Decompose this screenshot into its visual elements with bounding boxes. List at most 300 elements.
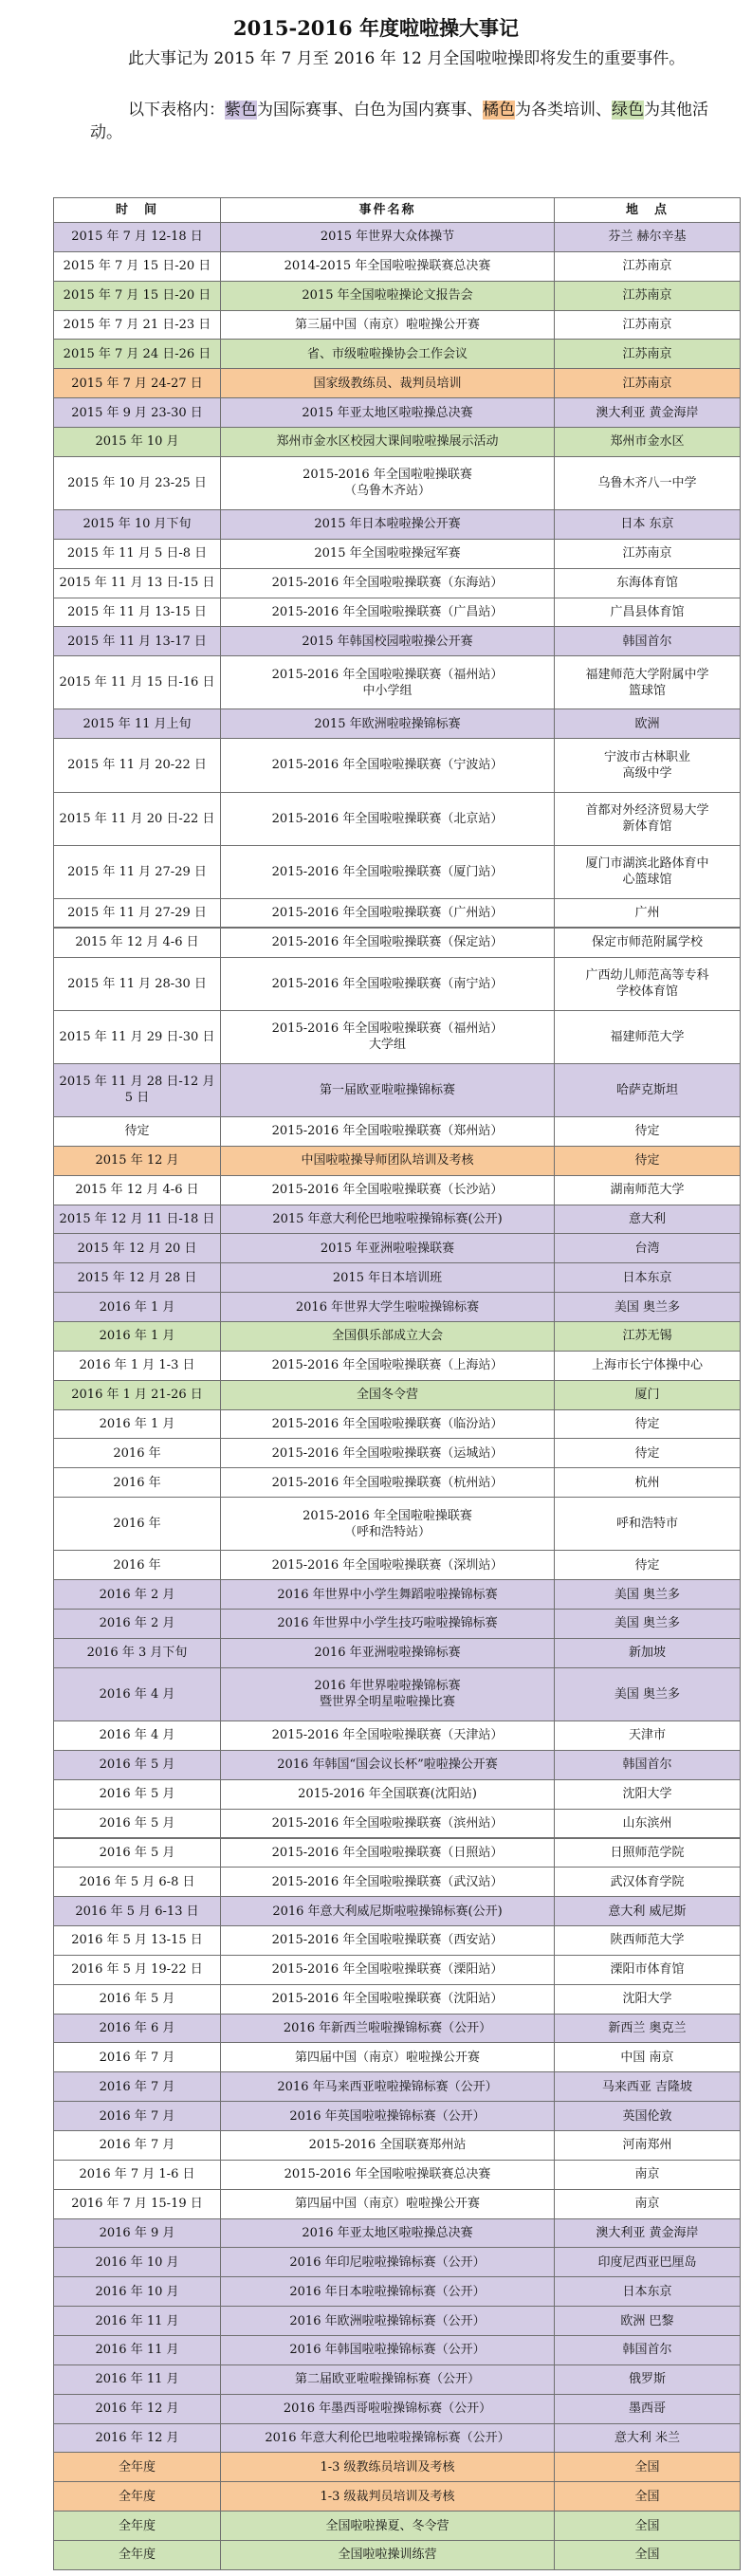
cell-time: 2016 年 12 月 <box>54 2394 221 2423</box>
cell-time: 2015 年 7 月 21 日-23 日 <box>54 310 221 340</box>
cell-event: 2016 年欧洲啦啦操锦标赛（公开） <box>221 2307 555 2336</box>
table-row <box>54 2335 741 2364</box>
cell-time: 2015 年 12 月 20 日 <box>54 1234 221 1263</box>
cell-place: 南京 <box>555 2189 741 2218</box>
cell-event: 2015 年全国啦啦操论文报告会 <box>221 281 555 310</box>
cell-time: 2015 年 12 月 28 日 <box>54 1263 221 1293</box>
table-row <box>54 2277 741 2307</box>
table-row <box>54 957 741 1010</box>
cell-time: 2016 年 1 月 <box>54 1293 221 1322</box>
cell-time: 2015 年 12 月 11 日-18 日 <box>54 1205 221 1234</box>
cell-event: 2015 年日本培训班 <box>221 1263 555 1293</box>
cell-place: 待定 <box>555 1117 741 1147</box>
cell-time: 2016 年 5 月 6-13 日 <box>54 1897 221 1926</box>
cell-event: 2015-2016 年全国啦啦操联赛（东海站） <box>221 568 555 598</box>
cell-place: 杭州 <box>555 1468 741 1498</box>
cell-event: 2015-2016 年全国啦啦操联赛（滨州站） <box>221 1809 555 1838</box>
cell-time: 2016 年 7 月 <box>54 2130 221 2160</box>
table-row <box>54 845 741 898</box>
cell-time: 2015 年 11 月 15 日-16 日 <box>54 656 221 709</box>
cell-place: 澳大利亚 黄金海岸 <box>555 2218 741 2248</box>
page-title: 2015-2016 年度啦啦操大事记 <box>233 16 519 40</box>
cell-event: 2015-2016 年全国啦啦操联赛（日照站） <box>221 1838 555 1868</box>
cell-event: 郑州市金水区校园大课间啦啦操展示活动 <box>221 428 555 457</box>
table-row <box>54 2540 741 2569</box>
table-row <box>54 1868 741 1897</box>
cell-place: 意大利 威尼斯 <box>555 1897 741 1926</box>
cell-time: 2016 年 1 月 21-26 日 <box>54 1380 221 1409</box>
cell-time: 2015 年 7 月 15 日-20 日 <box>54 251 221 281</box>
table-row <box>54 1610 741 1639</box>
cell-time: 2016 年 <box>54 1551 221 1580</box>
cell-event: 2015-2016 年全国啦啦操联赛（武汉站） <box>221 1868 555 1897</box>
cell-place: 陕西师范大学 <box>555 1925 741 1955</box>
table-row <box>54 656 741 709</box>
table-row <box>54 1322 741 1352</box>
cell-event: 全国俱乐部成立大会 <box>221 1322 555 1352</box>
cell-event: 2015-2016 年全国啦啦操联赛（福州站） 中小学组 <box>221 656 555 709</box>
cell-place: 全国 <box>555 2453 741 2482</box>
cell-place: 郑州市金水区 <box>555 428 741 457</box>
cell-time: 2016 年 4 月 <box>54 1720 221 1750</box>
cell-time: 2016 年 1 月 <box>54 1409 221 1439</box>
cell-place: 福建师范大学 <box>555 1010 741 1063</box>
cell-place: 中国 南京 <box>555 2043 741 2072</box>
cell-place: 日本东京 <box>555 2277 741 2307</box>
cell-time: 2016 年 11 月 <box>54 2335 221 2364</box>
cell-time: 2016 年 10 月 <box>54 2277 221 2307</box>
cell-time: 2016 年 5 月 19-22 日 <box>54 1955 221 1984</box>
cell-place: 山东滨州 <box>555 1809 741 1838</box>
cell-event: 国家级教练员、裁判员培训 <box>221 369 555 398</box>
cell-time: 2016 年 11 月 <box>54 2364 221 2394</box>
table-row <box>54 1468 741 1498</box>
table-row <box>54 1010 741 1063</box>
table-row <box>54 709 741 739</box>
cell-event: 2016 年韩国“国会议长杯”啦啦操公开赛 <box>221 1750 555 1779</box>
cell-event: 2015-2016 年全国啦啦操联赛（溧阳站） <box>221 1955 555 1984</box>
cell-place: 广昌县体育馆 <box>555 598 741 627</box>
table-row <box>54 1409 741 1439</box>
cell-place: 新加坡 <box>555 1638 741 1667</box>
table-row <box>54 1955 741 1984</box>
cell-event: 2015-2016 年全国啦啦操联赛（西安站） <box>221 1925 555 1955</box>
table-row <box>54 2248 741 2277</box>
table-row <box>54 398 741 428</box>
cell-time: 2016 年 7 月 15-19 日 <box>54 2189 221 2218</box>
header-place: 地 点 <box>555 198 741 223</box>
cell-time: 2016 年 <box>54 1498 221 1551</box>
cell-time: 2016 年 5 月 6-8 日 <box>54 1868 221 1897</box>
cell-place: 欧洲 <box>555 709 741 739</box>
cell-event: 第四届中国（南京）啦啦操公开赛 <box>221 2043 555 2072</box>
cell-time: 2015 年 11 月 20 日-22 日 <box>54 792 221 845</box>
cell-event: 1-3 级教练员培训及考核 <box>221 2453 555 2482</box>
table-row <box>54 2130 741 2160</box>
header-event: 事件名称 <box>221 198 555 223</box>
table-row <box>54 428 741 457</box>
cell-place: 江苏无锡 <box>555 1322 741 1352</box>
table-row <box>54 1175 741 1205</box>
cell-place: 呼和浩特市 <box>555 1498 741 1551</box>
table-row <box>54 1117 741 1147</box>
cell-event: 2015-2016 年全国啦啦操联赛（运城站） <box>221 1439 555 1468</box>
table-row <box>54 281 741 310</box>
table-row <box>54 310 741 340</box>
cell-place: 全国 <box>555 2512 741 2541</box>
cell-place: 美国 奥兰多 <box>555 1293 741 1322</box>
cell-time: 2015 年 11 月 13-17 日 <box>54 627 221 656</box>
table-row <box>54 1779 741 1809</box>
cell-event: 2015-2016 年全国啦啦操联赛（临汾站） <box>221 1409 555 1439</box>
cell-event: 2015-2016 年全国啦啦操联赛（厦门站） <box>221 845 555 898</box>
cell-time: 2016 年 <box>54 1439 221 1468</box>
intro-paragraph: 此大事记为 2015 年 7 月至 2016 年 12 月全国啦啦操即将发生的重要事件。 <box>128 49 686 68</box>
table-row <box>54 1293 741 1322</box>
cell-event: 第一届欧亚啦啦操锦标赛 <box>221 1063 555 1116</box>
cell-place: 美国 奥兰多 <box>555 1580 741 1610</box>
cell-event: 第二届欧亚啦啦操锦标赛（公开） <box>221 2364 555 2394</box>
table-row <box>54 456 741 509</box>
cell-time: 2016 年 4 月 <box>54 1667 221 1720</box>
cell-event: 2015-2016 年全国啦啦操联赛（宁波站） <box>221 739 555 792</box>
legend-purple: 紫色 <box>225 101 257 120</box>
cell-event: 2016 年新西兰啦啦操锦标赛（公开） <box>221 2014 555 2043</box>
cell-time: 2016 年 5 月 <box>54 1809 221 1838</box>
cell-place: 芬兰 赫尔辛基 <box>555 223 741 252</box>
cell-event: 中国啦啦操导师团队培训及考核 <box>221 1146 555 1175</box>
cell-time: 2015 年 11 月 27-29 日 <box>54 845 221 898</box>
cell-time: 全年度 <box>54 2482 221 2512</box>
table-row <box>54 1925 741 1955</box>
cell-place: 首都对外经济贸易大学 新体育馆 <box>555 792 741 845</box>
cell-place: 广州 <box>555 898 741 928</box>
cell-time: 2015 年 11 月 5 日-8 日 <box>54 539 221 568</box>
cell-time: 2015 年 11 月上旬 <box>54 709 221 739</box>
table-row <box>54 1750 741 1779</box>
cell-event: 2015-2016 年全国啦啦操联赛（广昌站） <box>221 598 555 627</box>
cell-time: 2016 年 1 月 <box>54 1322 221 1352</box>
cell-event: 第四届中国（南京）啦啦操公开赛 <box>221 2189 555 2218</box>
cell-time: 2015 年 7 月 24 日-26 日 <box>54 340 221 369</box>
cell-time: 2016 年 9 月 <box>54 2218 221 2248</box>
cell-place: 待定 <box>555 1409 741 1439</box>
cell-time: 2016 年 2 月 <box>54 1610 221 1639</box>
cell-time: 2015 年 11 月 20-22 日 <box>54 739 221 792</box>
cell-event: 2016 年韩国啦啦操锦标赛（公开） <box>221 2335 555 2364</box>
cell-time: 2016 年 12 月 <box>54 2423 221 2453</box>
cell-place: 印度尼西亚巴厘岛 <box>555 2248 741 2277</box>
cell-time: 全年度 <box>54 2453 221 2482</box>
cell-place: 天津市 <box>555 1720 741 1750</box>
cell-event: 2016 年马来西亚啦啦操锦标赛（公开） <box>221 2072 555 2102</box>
cell-place: 哈萨克斯坦 <box>555 1063 741 1116</box>
cell-time: 2015 年 9 月 23-30 日 <box>54 398 221 428</box>
header-time: 时 间 <box>54 198 221 223</box>
cell-time: 2015 年 12 月 4-6 日 <box>54 1175 221 1205</box>
cell-event: 2015 年全国啦啦操冠军赛 <box>221 539 555 568</box>
cell-place: 韩国首尔 <box>555 1750 741 1779</box>
cell-place: 待定 <box>555 1439 741 1468</box>
cell-place: 台湾 <box>555 1234 741 1263</box>
table-header-row <box>54 198 741 223</box>
cell-event: 2016 年世界啦啦操锦标赛 暨世界全明星啦啦操比赛 <box>221 1667 555 1720</box>
cell-time: 2016 年 7 月 <box>54 2043 221 2072</box>
cell-place: 保定市师范附属学校 <box>555 928 741 957</box>
cell-time: 2015 年 10 月 <box>54 428 221 457</box>
cell-time: 2015 年 7 月 12-18 日 <box>54 223 221 252</box>
table-row <box>54 598 741 627</box>
table-row <box>54 1380 741 1409</box>
table-row <box>54 340 741 369</box>
cell-place: 韩国首尔 <box>555 2335 741 2364</box>
table-row <box>54 2423 741 2453</box>
cell-place: 沈阳大学 <box>555 1984 741 2014</box>
cell-event: 2015-2016 年全国啦啦操联赛（南宁站） <box>221 957 555 1010</box>
cell-time: 2016 年 2 月 <box>54 1580 221 1610</box>
cell-time: 全年度 <box>54 2540 221 2569</box>
table-row <box>54 2394 741 2423</box>
cell-place: 河南郑州 <box>555 2130 741 2160</box>
table-row <box>54 1897 741 1926</box>
cell-event: 2015-2016 年全国啦啦操联赛（保定站） <box>221 928 555 957</box>
cell-event: 2016 年世界大学生啦啦操锦标赛 <box>221 1293 555 1322</box>
table-row <box>54 2072 741 2102</box>
cell-event: 2015-2016 年全国啦啦操联赛（广州站） <box>221 898 555 928</box>
cell-event: 2015-2016 年全国啦啦操联赛（上海站） <box>221 1351 555 1380</box>
table-row <box>54 2453 741 2482</box>
cell-place: 欧洲 巴黎 <box>555 2307 741 2336</box>
cell-place: 意大利 米兰 <box>555 2423 741 2453</box>
cell-event: 2016 年意大利威尼斯啦啦操锦标赛(公开) <box>221 1897 555 1926</box>
cell-time: 2015 年 11 月 27-29 日 <box>54 898 221 928</box>
table-row <box>54 1205 741 1234</box>
cell-event: 2015 年亚太地区啦啦操总决赛 <box>221 398 555 428</box>
cell-place: 马来西亚 吉隆坡 <box>555 2072 741 2102</box>
cell-time: 2015 年 7 月 15 日-20 日 <box>54 281 221 310</box>
cell-place: 武汉体育学院 <box>555 1868 741 1897</box>
cell-place: 江苏南京 <box>555 539 741 568</box>
cell-place: 福建师范大学附属中学 篮球馆 <box>555 656 741 709</box>
cell-event: 2016 年英国啦啦操锦标赛（公开） <box>221 2102 555 2131</box>
cell-time: 2016 年 6 月 <box>54 2014 221 2043</box>
cell-place: 南京 <box>555 2160 741 2189</box>
table-row <box>54 1498 741 1551</box>
cell-event: 2015 年亚洲啦啦操联赛 <box>221 1234 555 1263</box>
cell-event: 2015-2016 年全国联赛(沈阳站) <box>221 1779 555 1809</box>
cell-event: 2015-2016 年全国啦啦操联赛总决赛 <box>221 2160 555 2189</box>
table-row <box>54 1838 741 1868</box>
cell-event: 2015-2016 年全国啦啦操联赛（沈阳站） <box>221 1984 555 2014</box>
legend-prefix: 以下表格内： <box>128 101 225 120</box>
cell-place: 日照师范学院 <box>555 1838 741 1868</box>
cell-event: 2016 年世界中小学生技巧啦啦操锦标赛 <box>221 1610 555 1639</box>
cell-time: 2016 年 5 月 <box>54 1750 221 1779</box>
table-row <box>54 1720 741 1750</box>
cell-place: 乌鲁木齐八一中学 <box>555 456 741 509</box>
cell-place: 东海体育馆 <box>555 568 741 598</box>
cell-event: 全国啦啦操训练营 <box>221 2540 555 2569</box>
table-row <box>54 1638 741 1667</box>
table-row <box>54 1263 741 1293</box>
table-row <box>54 1580 741 1610</box>
table-row <box>54 627 741 656</box>
cell-time: 2015 年 10 月 23-25 日 <box>54 456 221 509</box>
legend-orange-text: 为各类培训、 <box>515 101 612 120</box>
cell-place: 俄罗斯 <box>555 2364 741 2394</box>
cell-event: 1-3 级裁判员培训及考核 <box>221 2482 555 2512</box>
cell-place: 江苏南京 <box>555 340 741 369</box>
table-row <box>54 928 741 957</box>
table-row <box>54 898 741 928</box>
table-row <box>54 2307 741 2336</box>
cell-place: 韩国首尔 <box>555 627 741 656</box>
cell-time: 2015 年 10 月下旬 <box>54 510 221 540</box>
cell-place: 墨西哥 <box>555 2394 741 2423</box>
cell-event: 2015-2016 年全国啦啦操联赛 （呼和浩特站） <box>221 1498 555 1551</box>
table-row <box>54 1551 741 1580</box>
table-row <box>54 2189 741 2218</box>
cell-place: 湖南师范大学 <box>555 1175 741 1205</box>
cell-time: 2015 年 11 月 28 日-12 月 5 日 <box>54 1063 221 1116</box>
cell-time: 2016 年 <box>54 1468 221 1498</box>
table-row <box>54 251 741 281</box>
cell-place: 江苏南京 <box>555 281 741 310</box>
cell-event: 2015-2016 年全国啦啦操联赛（郑州站） <box>221 1117 555 1147</box>
cell-place: 意大利 <box>555 1205 741 1234</box>
color-legend <box>90 99 716 144</box>
cell-event: 2015-2016 全国联赛郑州站 <box>221 2130 555 2160</box>
cell-place: 宁波市古林职业 高级中学 <box>555 739 741 792</box>
legend-orange: 橘色 <box>483 101 515 120</box>
table-row <box>54 223 741 252</box>
table-row <box>54 1351 741 1380</box>
cell-place: 美国 奥兰多 <box>555 1610 741 1639</box>
cell-time: 2015 年 11 月 13 日-15 日 <box>54 568 221 598</box>
cell-time: 2016 年 7 月 1-6 日 <box>54 2160 221 2189</box>
cell-time: 2016 年 7 月 <box>54 2072 221 2102</box>
cell-event: 2016 年意大利伦巴地啦啦操锦标赛（公开） <box>221 2423 555 2453</box>
table-body <box>54 223 741 2570</box>
cell-time: 2015 年 7 月 24-27 日 <box>54 369 221 398</box>
cell-place: 江苏南京 <box>555 310 741 340</box>
legend-purple-text: 为国际赛事、白色为国内赛事、 <box>257 101 483 120</box>
table-row <box>54 2043 741 2072</box>
legend-green-text: 为其他活动。 <box>90 101 708 142</box>
cell-event: 2016 年亚洲啦啦操锦标赛 <box>221 1638 555 1667</box>
cell-event: 2015-2016 年全国啦啦操联赛 （乌鲁木齐站） <box>221 456 555 509</box>
cell-place: 全国 <box>555 2482 741 2512</box>
cell-time: 2015 年 11 月 13-15 日 <box>54 598 221 627</box>
cell-event: 全国啦啦操夏、冬令营 <box>221 2512 555 2541</box>
events-table <box>53 197 741 2570</box>
cell-place: 待定 <box>555 1146 741 1175</box>
cell-event: 2015 年欧洲啦啦操锦标赛 <box>221 709 555 739</box>
table-row <box>54 2014 741 2043</box>
table-row <box>54 2102 741 2131</box>
cell-place: 英国伦敦 <box>555 2102 741 2131</box>
table-row <box>54 539 741 568</box>
cell-event: 2016 年亚太地区啦啦操总决赛 <box>221 2218 555 2248</box>
cell-place: 厦门 <box>555 1380 741 1409</box>
table-row <box>54 568 741 598</box>
cell-time: 2016 年 5 月 13-15 日 <box>54 1925 221 1955</box>
cell-event: 2015-2016 年全国啦啦操联赛（福州站） 大学组 <box>221 1010 555 1063</box>
cell-place: 上海市长宁体操中心 <box>555 1351 741 1380</box>
cell-place: 厦门市湖滨北路体育中 心篮球馆 <box>555 845 741 898</box>
cell-place: 溧阳市体育馆 <box>555 1955 741 1984</box>
table-row <box>54 1984 741 2014</box>
cell-time: 2015 年 12 月 <box>54 1146 221 1175</box>
table-row <box>54 1667 741 1720</box>
cell-place: 沈阳大学 <box>555 1779 741 1809</box>
cell-time: 2016 年 5 月 <box>54 1779 221 1809</box>
cell-event: 2015-2016 年全国啦啦操联赛（长沙站） <box>221 1175 555 1205</box>
cell-event: 2015-2016 年全国啦啦操联赛（天津站） <box>221 1720 555 1750</box>
table-row <box>54 1809 741 1838</box>
cell-event: 全国冬令营 <box>221 1380 555 1409</box>
cell-time: 2016 年 3 月下旬 <box>54 1638 221 1667</box>
cell-event: 2015 年意大利伦巴地啦啦操锦标赛(公开) <box>221 1205 555 1234</box>
table-row <box>54 1063 741 1116</box>
cell-time: 2015 年 11 月 28-30 日 <box>54 957 221 1010</box>
cell-place: 日本东京 <box>555 1263 741 1293</box>
cell-event: 2015 年韩国校园啦啦操公开赛 <box>221 627 555 656</box>
cell-place: 日本 东京 <box>555 510 741 540</box>
cell-place: 广西幼儿师范高等专科 学校体育馆 <box>555 957 741 1010</box>
cell-time: 2016 年 5 月 <box>54 1838 221 1868</box>
table-row <box>54 792 741 845</box>
cell-place: 新西兰 奥克兰 <box>555 2014 741 2043</box>
cell-event: 2015 年世界大众体操节 <box>221 223 555 252</box>
cell-time: 2016 年 1 月 1-3 日 <box>54 1351 221 1380</box>
cell-event: 2015-2016 年全国啦啦操联赛（北京站） <box>221 792 555 845</box>
cell-event: 第三届中国（南京）啦啦操公开赛 <box>221 310 555 340</box>
cell-event: 2016 年印尼啦啦操锦标赛（公开） <box>221 2248 555 2277</box>
cell-place: 江苏南京 <box>555 251 741 281</box>
table-row <box>54 1234 741 1263</box>
table-row <box>54 1439 741 1468</box>
table-row <box>54 2512 741 2541</box>
cell-place: 全国 <box>555 2540 741 2569</box>
cell-place: 待定 <box>555 1551 741 1580</box>
cell-time: 2016 年 7 月 <box>54 2102 221 2131</box>
cell-time: 待定 <box>54 1117 221 1147</box>
cell-time: 2015 年 12 月 4-6 日 <box>54 928 221 957</box>
table-row <box>54 739 741 792</box>
cell-time: 2016 年 10 月 <box>54 2248 221 2277</box>
table-row <box>54 510 741 540</box>
cell-event: 2015-2016 年全国啦啦操联赛（深圳站） <box>221 1551 555 1580</box>
cell-place: 江苏南京 <box>555 369 741 398</box>
table-row <box>54 1146 741 1175</box>
cell-time: 2016 年 11 月 <box>54 2307 221 2336</box>
table-row <box>54 2364 741 2394</box>
legend-green: 绿色 <box>612 101 644 120</box>
table-row <box>54 2482 741 2512</box>
table-row <box>54 369 741 398</box>
cell-time: 全年度 <box>54 2512 221 2541</box>
cell-time: 2016 年 5 月 <box>54 1984 221 2014</box>
table-row <box>54 2160 741 2189</box>
cell-event: 2015-2016 年全国啦啦操联赛（杭州站） <box>221 1468 555 1498</box>
cell-place: 美国 奥兰多 <box>555 1667 741 1720</box>
cell-event: 省、市级啦啦操协会工作会议 <box>221 340 555 369</box>
cell-event: 2016 年墨西哥啦啦操锦标赛（公开） <box>221 2394 555 2423</box>
cell-event: 2016 年世界中小学生舞蹈啦啦操锦标赛 <box>221 1580 555 1610</box>
cell-event: 2015 年日本啦啦操公开赛 <box>221 510 555 540</box>
cell-event: 2014-2015 年全国啦啦操联赛总决赛 <box>221 251 555 281</box>
